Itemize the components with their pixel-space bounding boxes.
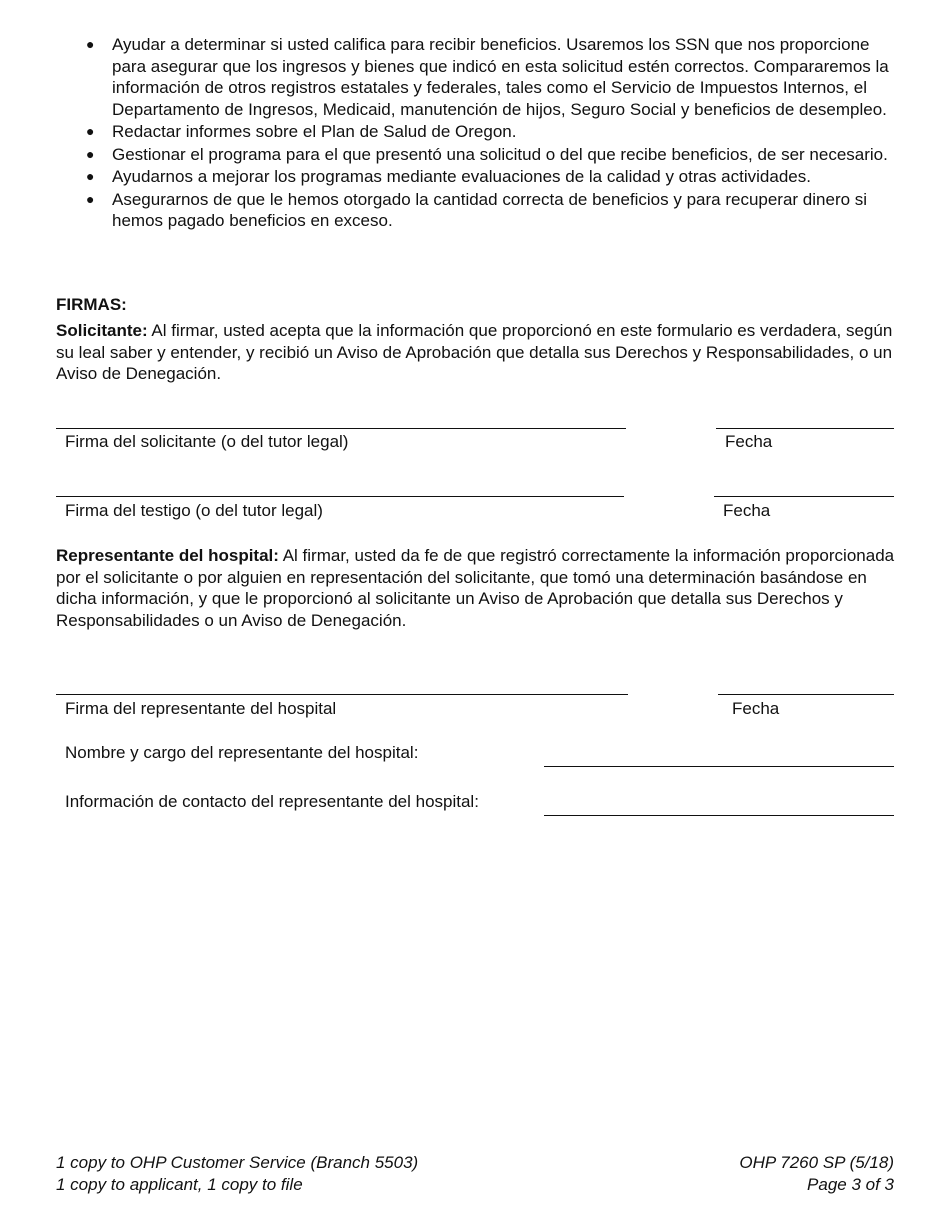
form-number: OHP 7260 SP (5/18) bbox=[739, 1153, 894, 1172]
witness-date-label: Fecha bbox=[723, 501, 771, 520]
bullet-icon: ● bbox=[86, 168, 95, 184]
hospital-name-title-line[interactable] bbox=[544, 766, 894, 767]
bullet-icon: ● bbox=[86, 145, 95, 162]
bullet-text: Ayudar a determinar si usted califica para recibir beneficios. Usaremos los SSN que nos proporcione para asegurar que los ingresos y bienes que indicó en esta solicitud estén correctos. Compararemos la información de otros registros estatales y federales, tales como el Servicio de Impuestos Internos, el Departamento de Ingresos, Medicaid, manutención de hijos, Seguro Social y beneficios de desempleo. bbox=[112, 35, 889, 119]
bullet-item bbox=[56, 144, 906, 166]
hospital-signature-label: Firma del representante del hospital bbox=[65, 699, 337, 718]
witness-signature-line[interactable] bbox=[56, 496, 624, 497]
bullet-item bbox=[56, 166, 906, 188]
bullet-text: Gestionar el programa para el que presentó una solicitud o del que recibe beneficios, de ser necesario. bbox=[112, 144, 888, 164]
footer-copy-line-1: 1 copy to OHP Customer Service (Branch 5503) bbox=[56, 1153, 419, 1172]
hospital-date-label: Fecha bbox=[732, 699, 780, 718]
hospital-date-line[interactable] bbox=[718, 694, 894, 695]
hospital-contact-label: Información de contacto del representante del hospital: bbox=[65, 792, 479, 811]
bullet-text: Ayudarnos a mejorar los programas mediante evaluaciones de la calidad y otras actividades. bbox=[112, 167, 811, 186]
hospital-contact-line[interactable] bbox=[544, 815, 894, 816]
signatures-heading: FIRMAS: bbox=[56, 295, 127, 314]
bullet-item bbox=[56, 189, 906, 232]
footer-copy-line-2: 1 copy to applicant, 1 copy to file bbox=[56, 1175, 303, 1194]
applicant-text: Al firmar, usted acepta que la información que proporcionó en este formulario es verdadera, según su leal saber y entender, y recibió un Aviso de Aprobación que detalla sus Derechos y Responsabilidades, o un Aviso de Denegación. bbox=[56, 321, 893, 383]
applicant-label: Solicitante: bbox=[56, 321, 148, 340]
applicant-signature-label: Firma del solicitante (o del tutor legal) bbox=[65, 432, 349, 451]
hospital-signature-line[interactable] bbox=[56, 694, 628, 695]
applicant-signature-line[interactable] bbox=[56, 428, 626, 429]
bullet-icon: ● bbox=[86, 123, 95, 139]
hospital-rep-label: Representante del hospital: bbox=[56, 546, 279, 565]
bullet-text: Redactar informes sobre el Plan de Salud de Oregon. bbox=[112, 122, 517, 141]
hospital-rep-text: Al firmar, usted da fe de que registró correctamente la información proporcionada por el solicitante o por alguien en representación del solicitante, que tomó una determinación basándose en dicha información, y que le proporcionó al solicitante un Aviso de Aprobación que detalla sus Derechos y Responsabilidades o un Aviso de Denegación. bbox=[56, 546, 895, 630]
bullet-item bbox=[56, 121, 906, 143]
applicant-paragraph bbox=[56, 320, 896, 385]
bullet-text: Asegurarnos de que le hemos otorgado la cantidad correcta de beneficios y para recuperar dinero si hemos pagado beneficios en exceso. bbox=[112, 189, 868, 230]
footer-form-info bbox=[739, 1152, 894, 1196]
witness-date-line[interactable] bbox=[714, 496, 894, 497]
applicant-date-label: Fecha bbox=[725, 432, 773, 451]
bullet-item bbox=[56, 34, 906, 120]
purpose-bullet-list bbox=[56, 34, 906, 233]
bullet-icon: ● bbox=[86, 36, 95, 52]
page-number: Page 3 of 3 bbox=[807, 1175, 894, 1194]
hospital-rep-paragraph bbox=[56, 545, 901, 631]
bullet-icon: ● bbox=[86, 190, 95, 207]
applicant-date-line[interactable] bbox=[716, 428, 894, 429]
witness-signature-label: Firma del testigo (o del tutor legal) bbox=[65, 501, 323, 520]
hospital-name-title-label: Nombre y cargo del representante del hospital: bbox=[65, 743, 419, 762]
footer-copies bbox=[56, 1152, 418, 1196]
